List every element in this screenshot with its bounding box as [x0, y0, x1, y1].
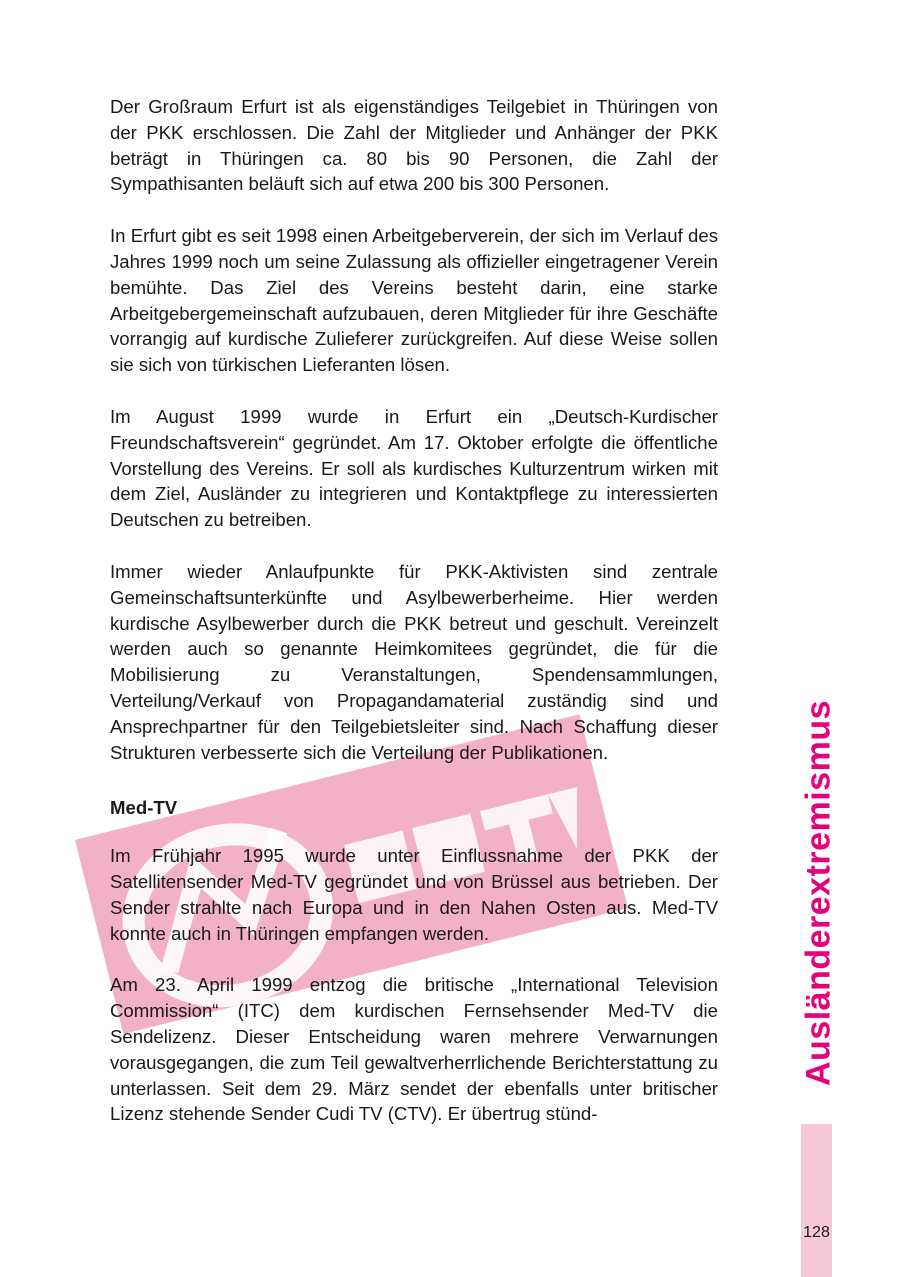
- page-tab-bar: [801, 1124, 832, 1277]
- paragraph: Am 23. April 1999 entzog die britische „International Television Commission“ (ITC) dem kurdischen Fernsehsender Med-TV die Sendelizenz. Dieser Entscheidung waren mehrere Verwarnungen vorausgegangen, die zum Teil gewaltverherrlichende Berichterstattung zu unterlassen. Seit dem 29. März sendet der ebenfalls unter britischer Lizenz stehende Sender Cudi TV (CTV). Er übertrug stünd-: [110, 974, 718, 1125]
- chapter-title-text: Ausländerextremismus: [799, 699, 838, 1086]
- paragraph: Der Großraum Erfurt ist als eigenständiges Teilgebiet in Thüringen von der PKK erschlossen. Die Zahl der Mitglieder und Anhänger der PKK beträgt in Thüringen ca. 80 bis 90 Personen, die Zahl der Sympathisanten beläuft sich auf etwa 200 bis 300 Personen.: [110, 96, 718, 195]
- paragraph: Immer wieder Anlaufpunkte für PKK-Aktivisten sind zentrale Gemeinschaftsunterkünfte und Asylbewerberheime. Hier werden kurdische Asylbewerber durch die PKK betreut und geschult. Vereinzelt werden auch so genannte Heimkomitees gegründet, die für die Mobilisierung zu Veranstaltungen, Spendensammlungen, Verteilung/Verkauf von Propagandamaterial zuständig sind und Ansprechpartner für den Teilgebietsleiter sind. Nach Schaffung dieser Strukturen verbesserte sich die Verteilung der Publikationen.: [110, 560, 718, 763]
- paragraph: Im August 1999 wurde in Erfurt ein „Deutsch-Kurdischer Freundschaftsverein“ gegründet. Am 17. Oktober erfolgte die öffentliche Vorstellung des Vereins. Er soll als kurdisches Kulturzentrum wirken mit dem Ziel, Ausländer zu integrieren und Kontaktpflege zu interessierten Deutschen zu betreiben.: [110, 405, 718, 531]
- paragraph: In Erfurt gibt es seit 1998 einen Arbeitgeberverein, der sich im Verlauf des Jahres 1999 noch um seine Zulassung als offizieller eingetragener Verein bemühte. Das Ziel des Vereins besteht darin, eine starke Arbeitgebergemeinschaft aufzubauen, deren Mitglieder für ihre Geschäfte vorrangig auf kurdische Zulieferer zurückgreifen. Auf diese Weise sollen sie sich von türkischen Lieferanten lösen.: [110, 225, 718, 376]
- body-text: [110, 94, 718, 1153]
- chapter-side-title: [793, 700, 845, 1085]
- paragraph: Im Frühjahr 1995 wurde unter Einflussnahme der PKK der Satellitensender Med-TV gegründet und von Brüssel aus betrieben. Der Sender strahlte nach Europa und in den Nahen Osten aus. Med-TV konnte auch in Thüringen empfangen werden.: [110, 845, 718, 944]
- page-number: 128: [803, 1224, 830, 1241]
- section-heading: Med-TV: [110, 797, 178, 819]
